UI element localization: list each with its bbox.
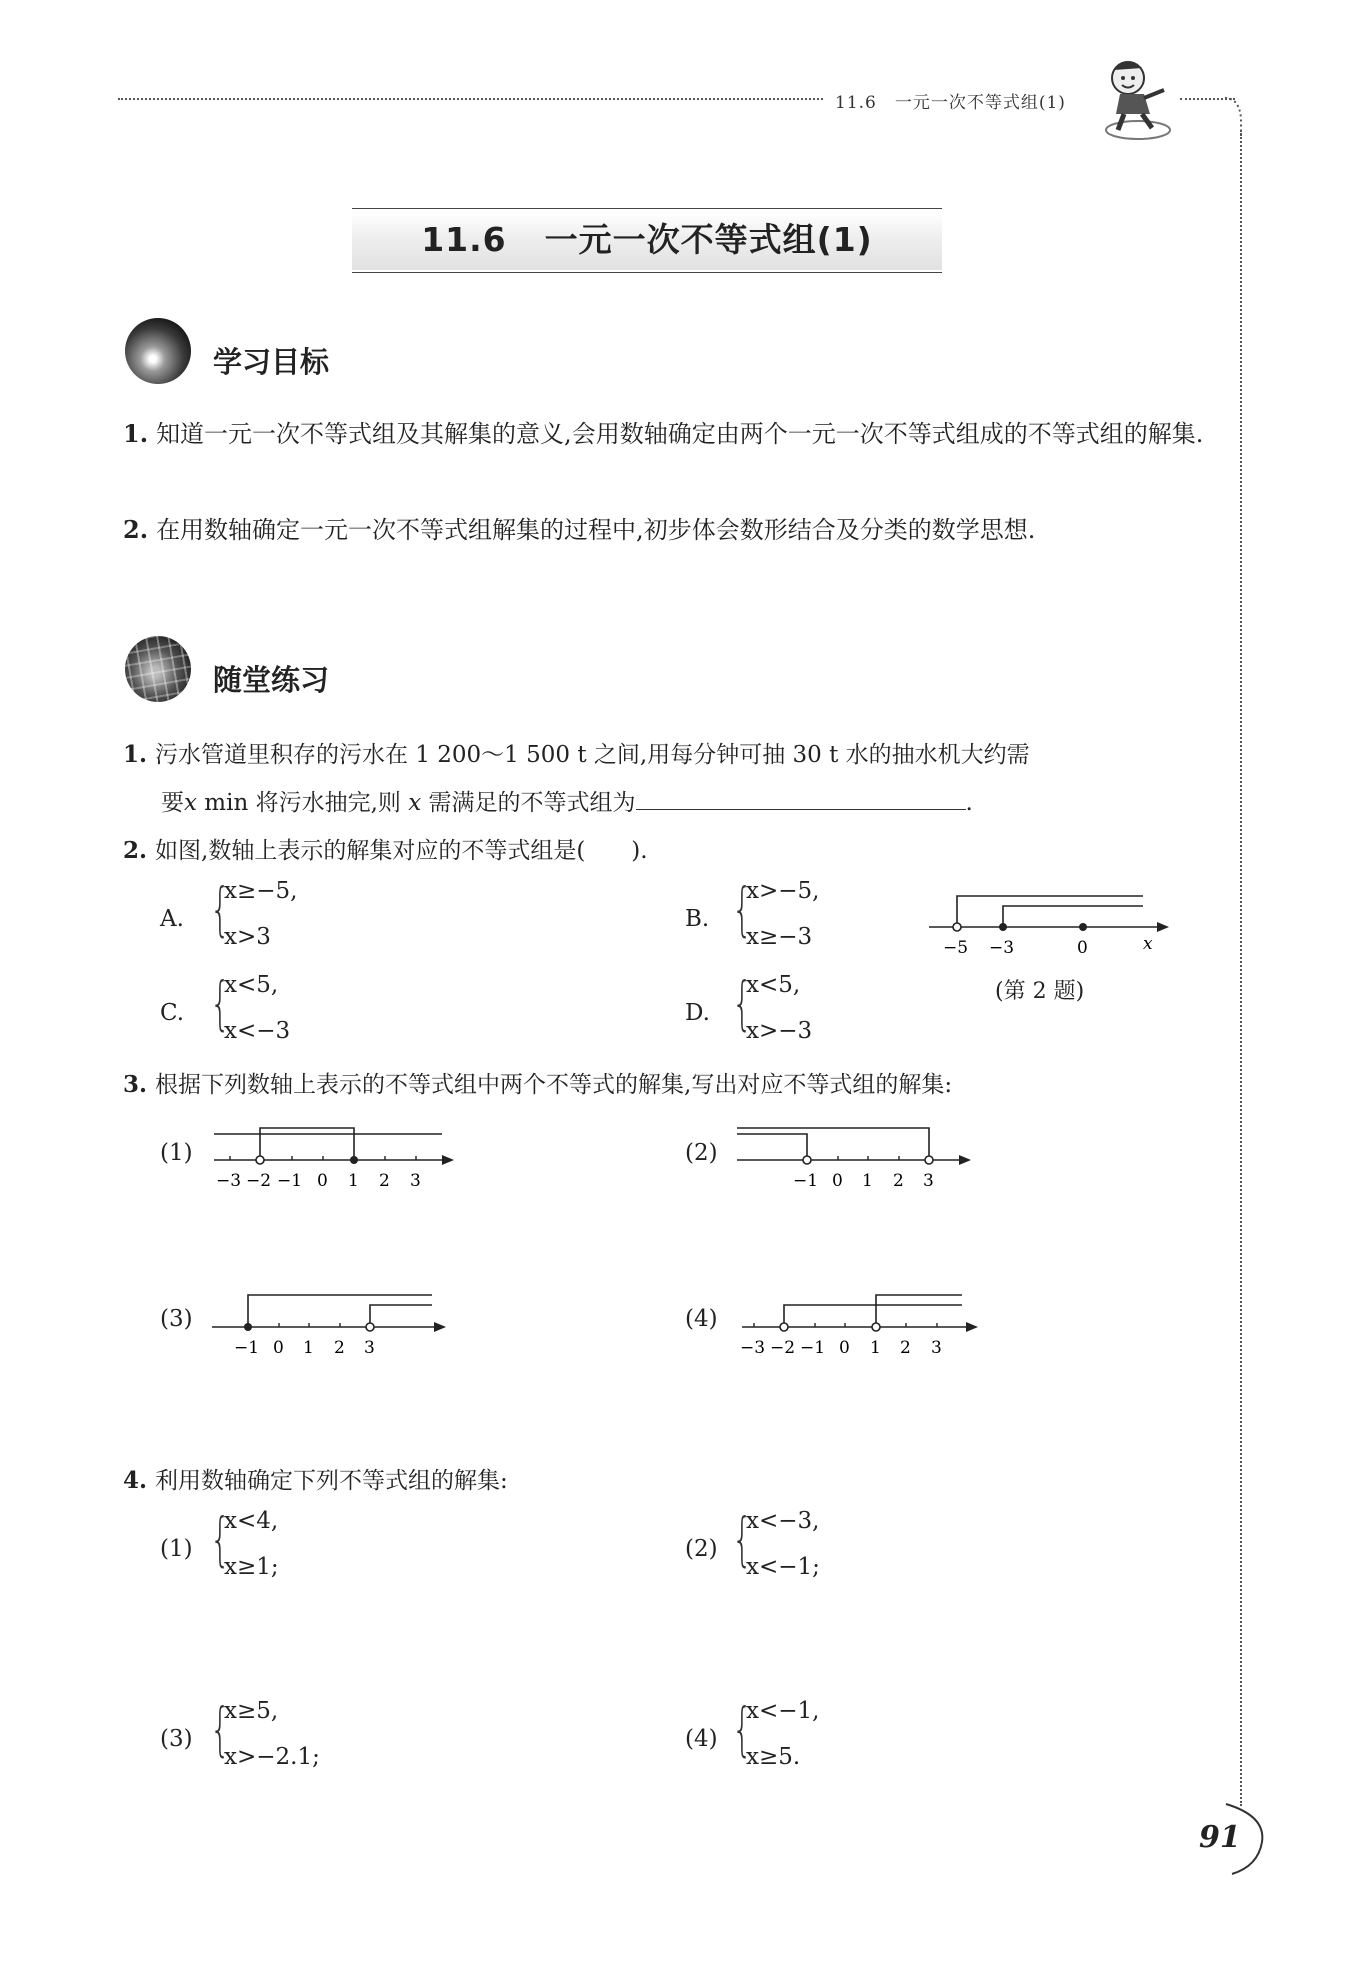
tick-label: 3 — [923, 1171, 934, 1191]
globe-icon — [125, 636, 191, 702]
q4-part-1-top: x<4, — [224, 1508, 279, 1534]
q2-figure-caption: (第 2 题) — [995, 979, 1085, 1004]
tick-label: −3 — [216, 1171, 242, 1191]
tick-label: −1 — [800, 1338, 826, 1358]
tick-label: 1 — [862, 1171, 873, 1191]
q1-line1 — [123, 736, 1030, 769]
brace-icon: { — [732, 1505, 753, 1573]
section-title-goals: 学习目标 — [213, 345, 330, 379]
q2-option-a-label: A. — [160, 906, 184, 932]
title-number: 11.6 — [421, 220, 507, 259]
tick-label: 3 — [364, 1338, 375, 1358]
q4-part-3-bottom: x>−2.1; — [224, 1744, 320, 1770]
brace-icon: { — [210, 1695, 231, 1763]
q2-option-a-top: x≥−5, — [224, 878, 298, 904]
tick-label: −3 — [740, 1338, 766, 1358]
q3-stem — [123, 1066, 952, 1099]
q2-stem-text: 如图,数轴上表示的解集对应的不等式组是( ). — [155, 838, 648, 864]
title-rule-bottom — [352, 272, 942, 273]
tick-label: −2 — [246, 1171, 272, 1191]
tick-label: −2 — [770, 1338, 796, 1358]
goal-item-number: 1. — [123, 419, 149, 448]
title-text: 一元一次不等式组(1) — [544, 220, 873, 259]
header-dotted-rule-left — [118, 98, 823, 100]
tick-label: 0 — [273, 1338, 284, 1358]
q4-part-1-label: (1) — [160, 1536, 193, 1562]
page-title — [352, 214, 942, 261]
q4-part-4-bottom: x≥5. — [746, 1744, 801, 1770]
q2-tick-label: −3 — [989, 938, 1015, 958]
q2-option-b-top: x>−5, — [746, 878, 820, 904]
q2-tick-label: 0 — [1077, 938, 1088, 958]
q1-var: x — [408, 790, 422, 816]
q1-line2 — [161, 784, 973, 817]
q2-option-d-label: D. — [685, 1000, 710, 1026]
tick-label: 0 — [317, 1171, 328, 1191]
q4-number: 4. — [123, 1467, 148, 1494]
brace-icon: { — [732, 969, 753, 1037]
q2-option-c-top: x<5, — [224, 972, 279, 998]
q4-part-2-label: (2) — [685, 1536, 718, 1562]
q1-var: x — [184, 790, 197, 816]
q2-option-a-bottom: x>3 — [224, 924, 271, 950]
tick-label: 1 — [303, 1338, 314, 1358]
page-number: 91 — [1199, 1820, 1241, 1855]
tick-label: 2 — [334, 1338, 345, 1358]
tick-label: 1 — [870, 1338, 881, 1358]
goal-item-number: 2. — [123, 515, 149, 544]
q4-part-4-label: (4) — [685, 1726, 718, 1752]
q3-stem-text: 根据下列数轴上表示的不等式组中两个不等式的解集,写出对应不等式组的解集: — [155, 1072, 953, 1098]
q3-number-line-4 — [738, 1287, 988, 1362]
q3-part-3-label: (3) — [160, 1306, 193, 1332]
tick-label: 2 — [900, 1338, 911, 1358]
q4-stem-text: 利用数轴确定下列不等式组的解集: — [155, 1468, 508, 1494]
section-title-practice: 随堂练习 — [213, 663, 330, 697]
q1-text-2a: 要 — [161, 790, 184, 816]
tick-label: 3 — [931, 1338, 942, 1358]
goal-item-2 — [123, 506, 1213, 554]
q1-text-1: 污水管道里积存的污水在 1 200～1 500 t 之间,用每分钟可抽 30 t 水的抽水机大约需 — [155, 742, 1030, 768]
q4-part-1-bottom: x≥1; — [224, 1554, 279, 1580]
tick-label: −1 — [234, 1338, 260, 1358]
tick-label: −1 — [793, 1171, 819, 1191]
q2-number: 2. — [123, 837, 148, 864]
tick-label: 0 — [832, 1171, 843, 1191]
q4-part-4-top: x<−1, — [746, 1698, 820, 1724]
brace-icon: { — [732, 875, 753, 943]
q2-option-c-label: C. — [160, 1000, 185, 1026]
q4-part-2-bottom: x<−1; — [746, 1554, 820, 1580]
q3-number: 3. — [123, 1071, 148, 1098]
q1-answer-blank[interactable] — [636, 787, 966, 810]
sphere-icon — [125, 318, 191, 384]
tick-label: 1 — [348, 1171, 359, 1191]
brace-icon: { — [210, 969, 231, 1037]
q3-number-line-1 — [210, 1120, 460, 1195]
q3-number-line-3 — [208, 1287, 458, 1362]
q2-option-b-label: B. — [685, 906, 710, 932]
brace-icon: { — [732, 1695, 753, 1763]
goal-item-text: 在用数轴确定一元一次不等式组解集的过程中,初步体会数形结合及分类的数学思想. — [156, 516, 1036, 544]
margin-dotted-rule — [1240, 130, 1242, 1806]
q2-number-line — [925, 885, 1175, 965]
tick-label: 0 — [839, 1338, 850, 1358]
goal-item-1 — [123, 410, 1213, 458]
tick-label: −1 — [277, 1171, 303, 1191]
tick-label: 3 — [410, 1171, 421, 1191]
running-title: 11.6 一元一次不等式组(1) — [835, 93, 1066, 113]
q4-stem — [123, 1462, 508, 1495]
title-rule-top — [352, 208, 942, 209]
q2-option-b-bottom: x≥−3 — [746, 924, 813, 950]
q3-part-2-label: (2) — [685, 1140, 718, 1166]
q2-stem — [123, 832, 648, 865]
q2-option-c-bottom: x<−3 — [224, 1018, 291, 1044]
q1-number: 1. — [123, 741, 148, 768]
q4-part-3-label: (3) — [160, 1726, 193, 1752]
tick-label: 2 — [379, 1171, 390, 1191]
q3-part-4-label: (4) — [685, 1306, 718, 1332]
q2-option-d-bottom: x>−3 — [746, 1018, 813, 1044]
q4-part-3-top: x≥5, — [224, 1698, 279, 1724]
q3-part-1-label: (1) — [160, 1140, 193, 1166]
q2-option-d-top: x<5, — [746, 972, 801, 998]
q1-text-2c: 需满足的不等式组为 — [421, 790, 636, 816]
mascot-icon — [1098, 52, 1176, 142]
q2-tick-label: −5 — [943, 938, 969, 958]
brace-icon: { — [210, 1505, 231, 1573]
q4-part-2-top: x<−3, — [746, 1508, 820, 1534]
q2-axis-label: x — [1143, 934, 1153, 954]
q1-text-2b: min 将污水抽完,则 — [196, 790, 409, 816]
tick-label: 2 — [893, 1171, 904, 1191]
brace-icon: { — [210, 875, 231, 943]
q1-period: . — [965, 790, 973, 816]
q3-number-line-2 — [733, 1120, 983, 1195]
goal-item-text: 知道一元一次不等式组及其解集的意义,会用数轴确定由两个一元一次不等式组成的不等式组的解集. — [156, 420, 1204, 448]
